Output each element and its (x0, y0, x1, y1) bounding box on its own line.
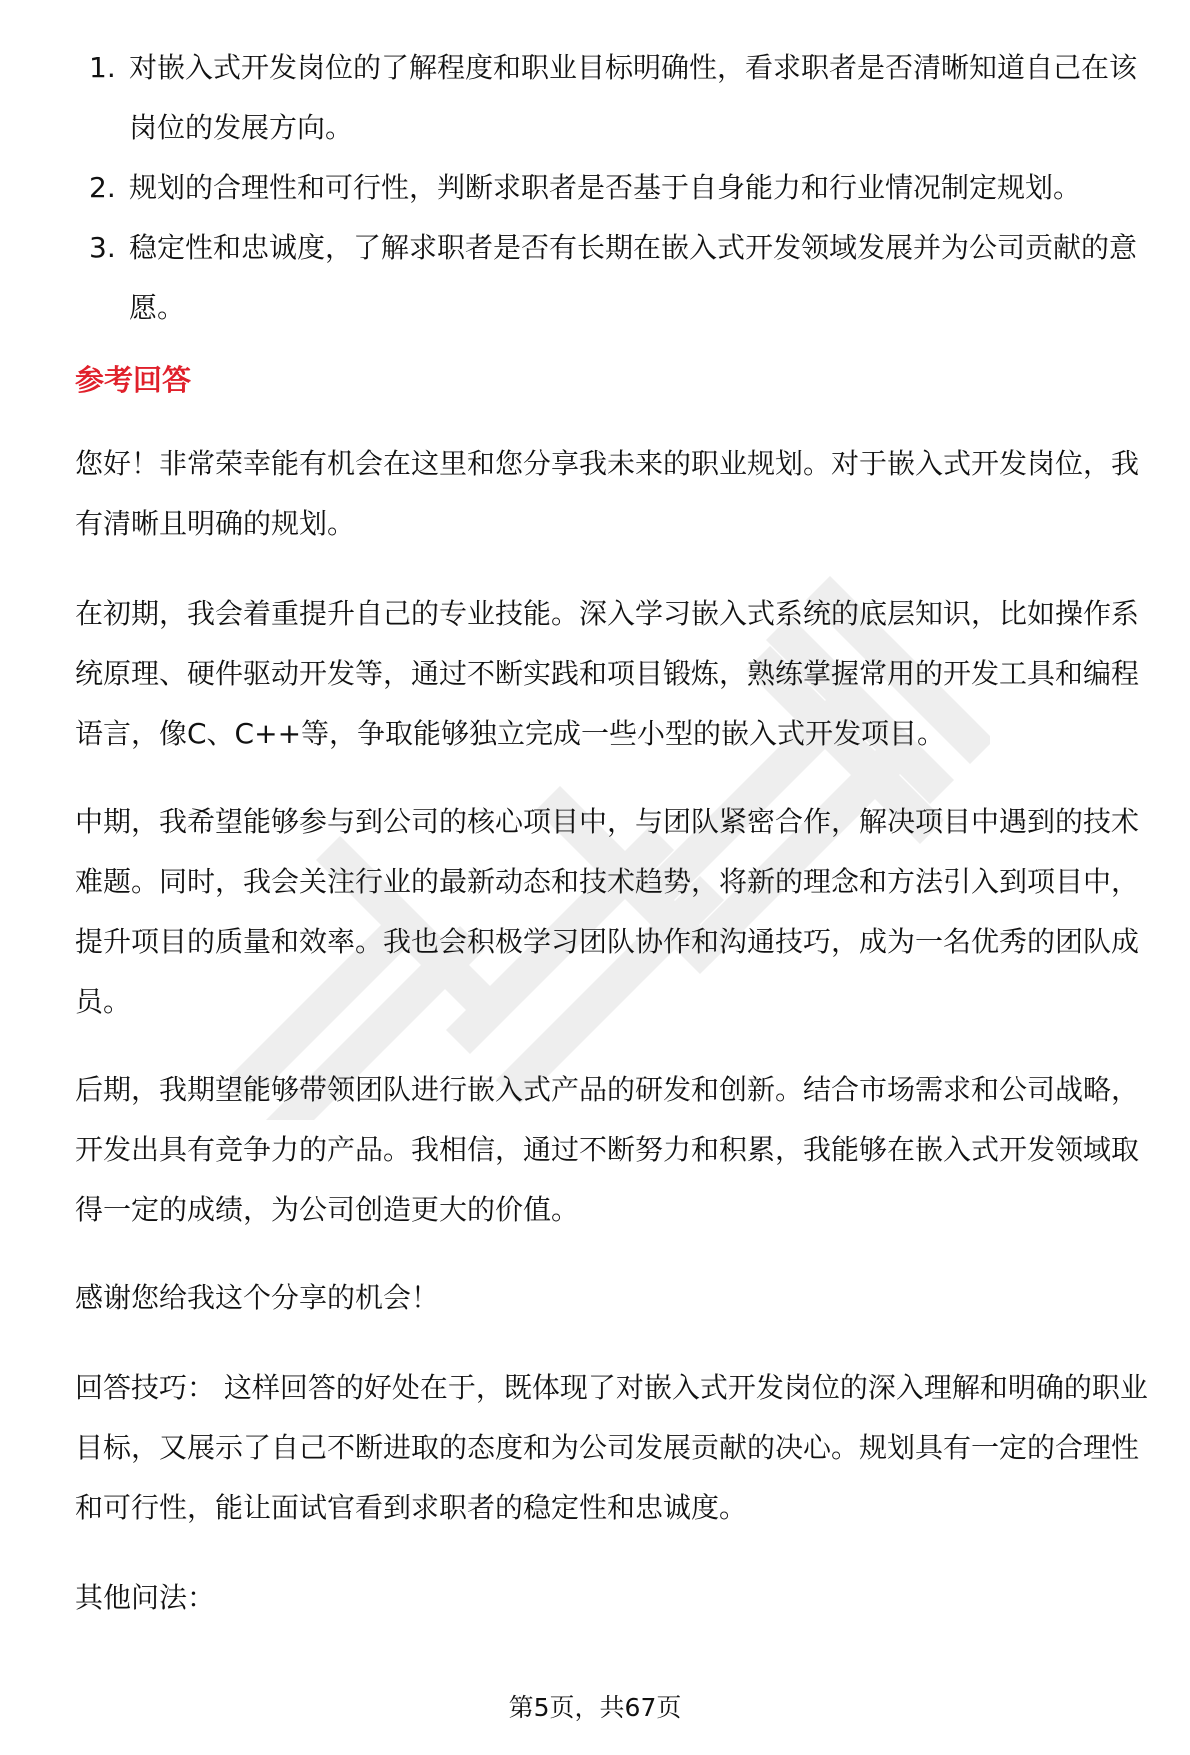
list-item (75, 158, 1155, 218)
answer-paragraph-early: 在初期，我会着重提升自己的专业技能。深入学习嵌入式系统的底层知识，比如操作系统原理、硬件驱动开发等，通过不断实践和项目锻炼，熟练掌握常用的开发工具和编程语言，像C、C++等，争取能够独立完成一些小型的嵌入式开发项目。 (75, 597, 1140, 750)
list-item (75, 218, 1155, 338)
list-item (75, 38, 1155, 158)
answer-paragraph-thanks: 感谢您给我这个分享的机会！ (75, 1281, 440, 1314)
answer-heading: 参考回答 (75, 363, 192, 397)
list-text: 对嵌入式开发岗位的了解程度和职业目标明确性，看求职者是否清晰知道自己在该岗位的发展方向。 (129, 51, 1138, 144)
list-number: 3. (89, 231, 116, 264)
answer-paragraph-late: 后期，我期望能够带领团队进行嵌入式产品的研发和创新。结合市场需求和公司战略，开发出具有竞争力的产品。我相信，通过不断努力和积累，我能够在嵌入式开发领域取得一定的成绩，为公司创造更大的价值。 (75, 1073, 1140, 1226)
list-number: 1. (89, 51, 116, 84)
answer-paragraph-mid: 中期，我希望能够参与到公司的核心项目中，与团队紧密合作，解决项目中遇到的技术难题。同时，我会关注行业的最新动态和技术趋势，将新的理念和方法引入到项目中，提升项目的质量和效率。我也会积极学习团队协作和沟通技巧，成为一名优秀的团队成员。 (75, 805, 1140, 1018)
page-number: 第5页，共67页 (508, 1693, 682, 1722)
list-text: 规划的合理性和可行性，判断求职者是否基于自身能力和行业情况制定规划。 (129, 171, 1082, 204)
evaluation-criteria-list (75, 38, 1155, 338)
list-text: 稳定性和忠诚度，了解求职者是否有长期在嵌入式开发领域发展并为公司贡献的意愿。 (129, 231, 1138, 324)
answer-paragraph-greeting: 您好！非常荣幸能有机会在这里和您分享我未来的职业规划。对于嵌入式开发岗位，我有清晰且明确的规划。 (75, 447, 1140, 540)
list-number: 2. (89, 171, 116, 204)
other-questions-label: 其他问法： (75, 1581, 216, 1614)
answer-tips-paragraph: 回答技巧： 这样回答的好处在于，既体现了对嵌入式开发岗位的深入理解和明确的职业目标，又展示了自己不断进取的态度和为公司发展贡献的决心。规划具有一定的合理性和可行性，能让面试官看到求职者的稳定性和忠诚度。 (75, 1371, 1148, 1524)
